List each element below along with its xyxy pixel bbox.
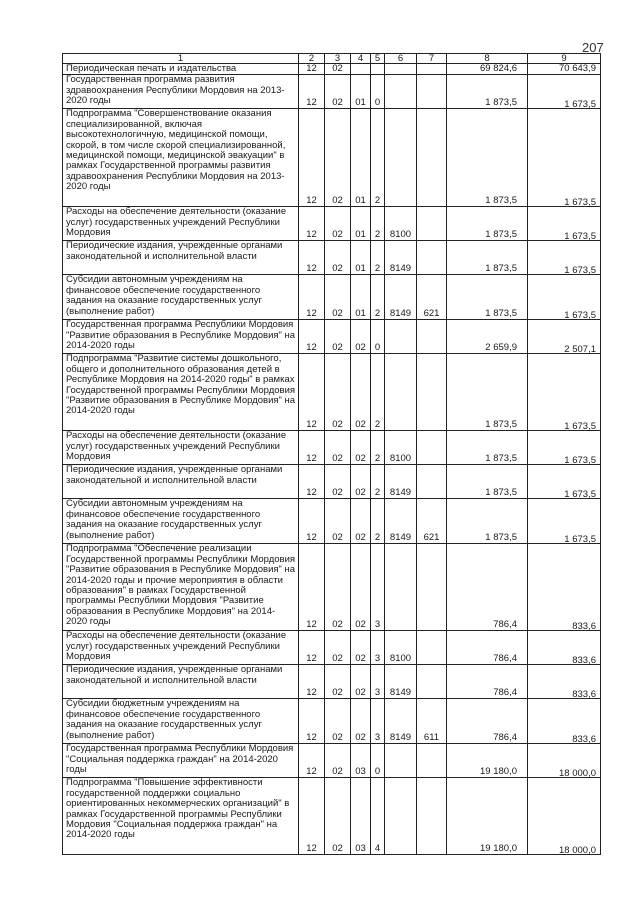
row-name: Расходы на обеспечение деятельности (оказание услуг) государственных учреждений Республики Мордовия xyxy=(63,631,299,665)
code-pr: 02 xyxy=(325,75,351,109)
code-subprogram: 2 xyxy=(371,275,385,320)
code-direction: 8100 xyxy=(385,631,417,665)
row-name: Государственная программа Республики Мордовия "Развитие образования в Республике Мордовия" на 2014-2020 годы xyxy=(63,320,299,354)
amount-year-2: 1 673,5 xyxy=(528,111,601,209)
code-subprogram: 3 xyxy=(371,699,385,744)
amount-year-2: 18 000,0 xyxy=(528,746,601,780)
code-subprogram: 3 xyxy=(371,631,385,665)
table-row xyxy=(63,778,601,855)
amount-year-2: 833,6 xyxy=(528,701,601,746)
code-rz: 12 xyxy=(299,207,325,241)
code-direction: 8100 xyxy=(385,207,417,241)
table-row xyxy=(63,75,601,109)
table-row xyxy=(63,499,601,544)
amount-year-2: 1 673,5 xyxy=(528,433,601,467)
code-direction: 8149 xyxy=(385,665,417,699)
amount-year-1: 1 873,5 xyxy=(447,499,528,544)
code-direction xyxy=(385,744,417,778)
budget-table xyxy=(62,53,601,855)
row-name: Подпрограмма "Совершенствование оказания специализированной, включая высокотехнологичную, медицинской помощи, скорой, в том числе скорой специализированной, медицинской помощи, медицинской эвакуации" в рамках Государственной программы развития здравоохранения Республики Мордовия на 2013-2020 годы xyxy=(63,109,299,207)
page-number: 207 xyxy=(582,40,604,55)
code-subprogram: 2 xyxy=(371,109,385,207)
table-row xyxy=(63,744,601,778)
code-direction: 8149 xyxy=(385,241,417,275)
code-expense-type xyxy=(417,207,447,241)
code-pr: 02 xyxy=(325,320,351,354)
code-pr: 02 xyxy=(325,699,351,744)
row-name: Государственная программа Республики Мордовия "Социальная поддержка граждан" на 2014-2020 годы xyxy=(63,744,299,778)
amount-year-2: 1 673,5 xyxy=(528,356,601,433)
amount-year-2: 1 673,5 xyxy=(528,467,601,501)
amount-year-1: 1 873,5 xyxy=(447,207,528,241)
col-header: 6 xyxy=(385,54,417,64)
code-subprogram: 2 xyxy=(371,465,385,499)
code-expense-type: 621 xyxy=(417,499,447,544)
code-rz: 12 xyxy=(299,631,325,665)
code-direction: 8149 xyxy=(385,465,417,499)
code-expense-type xyxy=(417,431,447,465)
code-subprogram: 0 xyxy=(371,75,385,109)
amount-year-1: 786,4 xyxy=(447,544,528,631)
code-expense-type xyxy=(417,778,447,855)
amount-year-2: 833,6 xyxy=(528,546,601,633)
row-name: Расходы на обеспечение деятельности (оказание услуг) государственных учреждений Республики Мордовия xyxy=(63,431,299,465)
code-program: 02 xyxy=(351,431,371,465)
code-program: 01 xyxy=(351,241,371,275)
row-name: Периодические издания, учрежденные органами законодательной и исполнительной власти xyxy=(63,665,299,699)
code-expense-type: 621 xyxy=(417,275,447,320)
col-header: 3 xyxy=(325,54,351,64)
code-program xyxy=(351,64,371,75)
code-program: 01 xyxy=(351,109,371,207)
row-name: Субсидии автономным учреждениям на финансовое обеспечение государственного задания на оказание государственных услуг (выполнение работ) xyxy=(63,275,299,320)
amount-year-2: 18 000,0 xyxy=(528,780,601,857)
code-pr: 02 xyxy=(325,465,351,499)
code-subprogram: 3 xyxy=(371,544,385,631)
code-rz: 12 xyxy=(299,64,325,75)
code-pr: 02 xyxy=(325,275,351,320)
code-pr: 02 xyxy=(325,109,351,207)
table-row xyxy=(63,631,601,665)
amount-year-1: 69 824,6 xyxy=(447,64,528,75)
code-pr: 02 xyxy=(325,744,351,778)
code-expense-type xyxy=(417,109,447,207)
code-rz: 12 xyxy=(299,109,325,207)
code-direction xyxy=(385,109,417,207)
col-header: 1 xyxy=(63,54,299,64)
code-direction xyxy=(385,320,417,354)
code-expense-type xyxy=(417,64,447,75)
code-direction xyxy=(385,75,417,109)
code-expense-type xyxy=(417,665,447,699)
code-subprogram: 4 xyxy=(371,778,385,855)
table-row xyxy=(63,665,601,699)
code-rz: 12 xyxy=(299,275,325,320)
code-pr: 02 xyxy=(325,665,351,699)
row-name: Подпрограмма "Обеспечение реализации Государственной программы Республики Мордовия "Развитие образования в Республике Мордовия" на 2014-2020 годы и прочие мероприятия в области образования" в рамках Государственной программы Республики Мордовия "Развитие образования в Республике Мордовия" на 2014-2020 годы xyxy=(63,544,299,631)
code-pr: 02 xyxy=(325,544,351,631)
table-row xyxy=(63,109,601,207)
col-header: 5 xyxy=(371,54,385,64)
code-rz: 12 xyxy=(299,465,325,499)
code-rz: 12 xyxy=(299,544,325,631)
code-program: 01 xyxy=(351,75,371,109)
table-body xyxy=(63,64,601,855)
code-subprogram: 2 xyxy=(371,499,385,544)
code-program: 02 xyxy=(351,699,371,744)
code-direction: 8149 xyxy=(385,275,417,320)
code-direction xyxy=(385,778,417,855)
code-pr: 02 xyxy=(325,431,351,465)
code-program: 02 xyxy=(351,631,371,665)
code-pr: 02 xyxy=(325,778,351,855)
code-rz: 12 xyxy=(299,75,325,109)
row-name: Подпрограмма "Повышение эффективности государственной поддержки социально ориентированных некоммерческих организаций" в рамках Государственной программы Республики Мордовия "Социальная поддержка граждан" на 2014-2020 годы xyxy=(63,778,299,855)
amount-year-2: 833,6 xyxy=(528,667,601,701)
code-direction: 8149 xyxy=(385,699,417,744)
amount-year-2: 1 673,5 xyxy=(528,243,601,277)
table-row xyxy=(63,699,601,744)
amount-year-1: 1 873,5 xyxy=(447,109,528,207)
amount-year-1: 1 873,5 xyxy=(447,75,528,109)
amount-year-1: 786,4 xyxy=(447,665,528,699)
code-program: 01 xyxy=(351,207,371,241)
code-pr: 02 xyxy=(325,241,351,275)
amount-year-1: 2 659,9 xyxy=(447,320,528,354)
table-row xyxy=(63,320,601,354)
code-program: 01 xyxy=(351,275,371,320)
code-subprogram: 2 xyxy=(371,207,385,241)
code-subprogram: 0 xyxy=(371,744,385,778)
header-row xyxy=(63,54,601,64)
amount-year-2: 1 673,5 xyxy=(528,277,601,322)
code-direction xyxy=(385,64,417,75)
col-header: 9 xyxy=(528,54,601,64)
code-rz: 12 xyxy=(299,778,325,855)
code-rz: 12 xyxy=(299,241,325,275)
amount-year-1: 1 873,5 xyxy=(447,354,528,431)
table-row xyxy=(63,465,601,499)
table-row xyxy=(63,241,601,275)
amount-year-1: 19 180,0 xyxy=(447,744,528,778)
col-header: 4 xyxy=(351,54,371,64)
amount-year-2: 2 507,1 xyxy=(528,322,601,356)
row-name: Подпрограмма "Развитие системы дошкольного, общего и дополнительного образования детей в Республике Мордовия на 2014-2020 годы" в рамках Государственной программы Республики Мордовия "Развитие образования в Республике Мордовия" на 2014-2020 годы xyxy=(63,354,299,431)
code-rz: 12 xyxy=(299,665,325,699)
amount-year-1: 1 873,5 xyxy=(447,241,528,275)
code-pr: 02 xyxy=(325,207,351,241)
code-direction: 8149 xyxy=(385,499,417,544)
amount-year-2: 70 643,9 xyxy=(528,64,601,75)
table-row xyxy=(63,544,601,631)
table-row xyxy=(63,207,601,241)
code-expense-type xyxy=(417,320,447,354)
code-expense-type xyxy=(417,744,447,778)
code-program: 02 xyxy=(351,354,371,431)
code-expense-type xyxy=(417,241,447,275)
table-row xyxy=(63,64,601,75)
code-expense-type: 611 xyxy=(417,699,447,744)
code-subprogram: 2 xyxy=(371,354,385,431)
amount-year-1: 786,4 xyxy=(447,631,528,665)
col-header: 7 xyxy=(417,54,447,64)
amount-year-1: 1 873,5 xyxy=(447,431,528,465)
code-program: 03 xyxy=(351,778,371,855)
code-rz: 12 xyxy=(299,320,325,354)
code-subprogram: 3 xyxy=(371,665,385,699)
code-rz: 12 xyxy=(299,699,325,744)
code-rz: 12 xyxy=(299,431,325,465)
row-name: Периодические издания, учрежденные органами законодательной и исполнительной власти xyxy=(63,241,299,275)
row-name: Субсидии автономным учреждениям на финансовое обеспечение государственного задания на оказание государственных услуг (выполнение работ) xyxy=(63,499,299,544)
amount-year-1: 19 180,0 xyxy=(447,778,528,855)
amount-year-2: 1 673,5 xyxy=(528,209,601,243)
code-expense-type xyxy=(417,631,447,665)
code-program: 02 xyxy=(351,499,371,544)
code-direction xyxy=(385,354,417,431)
code-program: 02 xyxy=(351,665,371,699)
code-program: 03 xyxy=(351,744,371,778)
amount-year-1: 786,4 xyxy=(447,699,528,744)
row-name: Периодические издания, учрежденные органами законодательной и исполнительной власти xyxy=(63,465,299,499)
code-rz: 12 xyxy=(299,499,325,544)
code-rz: 12 xyxy=(299,354,325,431)
code-program: 02 xyxy=(351,320,371,354)
code-direction xyxy=(385,544,417,631)
code-expense-type xyxy=(417,354,447,431)
amount-year-2: 1 673,5 xyxy=(528,77,601,111)
code-expense-type xyxy=(417,544,447,631)
col-header: 8 xyxy=(447,54,528,64)
code-expense-type xyxy=(417,75,447,109)
col-header: 2 xyxy=(299,54,325,64)
row-name: Субсидии бюджетным учреждениям на финансовое обеспечение государственного задания на оказание государственных услуг (выполнение работ) xyxy=(63,699,299,744)
code-program: 02 xyxy=(351,465,371,499)
code-program: 02 xyxy=(351,544,371,631)
row-name: Расходы на обеспечение деятельности (оказание услуг) государственных учреждений Республики Мордовия xyxy=(63,207,299,241)
row-name: Периодическая печать и издательства xyxy=(63,64,299,75)
code-subprogram xyxy=(371,64,385,75)
amount-year-1: 1 873,5 xyxy=(447,465,528,499)
code-direction: 8100 xyxy=(385,431,417,465)
code-subprogram: 2 xyxy=(371,431,385,465)
code-subprogram: 0 xyxy=(371,320,385,354)
table-row xyxy=(63,354,601,431)
table-row xyxy=(63,275,601,320)
amount-year-1: 1 873,5 xyxy=(447,275,528,320)
amount-year-2: 833,6 xyxy=(528,633,601,667)
code-pr: 02 xyxy=(325,64,351,75)
amount-year-2: 1 673,5 xyxy=(528,501,601,546)
code-expense-type xyxy=(417,465,447,499)
code-rz: 12 xyxy=(299,744,325,778)
code-subprogram: 2 xyxy=(371,241,385,275)
code-pr: 02 xyxy=(325,354,351,431)
code-pr: 02 xyxy=(325,499,351,544)
row-name: Государственная программа развития здравоохранения Республики Мордовия на 2013-2020 годы xyxy=(63,75,299,109)
table-row xyxy=(63,431,601,465)
code-pr: 02 xyxy=(325,631,351,665)
